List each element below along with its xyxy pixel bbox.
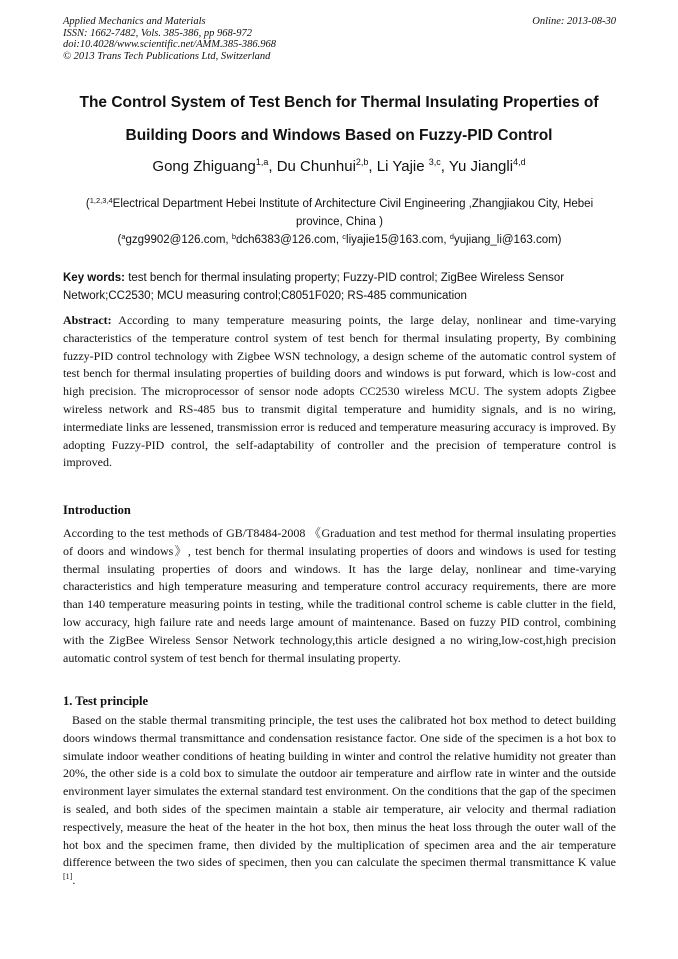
email-paren: ( <box>117 234 122 246</box>
online-date: Online: 2013-08-30 <box>532 16 616 27</box>
email-mark: b <box>231 232 236 241</box>
email-address: yujiang_li@163.com) <box>453 234 562 246</box>
author-affil-mark: 2,b <box>355 157 369 167</box>
abstract-text: According to many temperature measuring points, the large delay, nonlinear and time-varying characteristics of the temperature control system of test bench for thermal insulating property, By combining fuzzy-PID control technology with Zigbee WSN technology, a design scheme of the automatic control system of test bench for thermal insulating properties of building doors and windows is put forward, which is low-cost and high precision. The microprocessor of sensor node adopts CC2530 wireless MCU. The system adopts Zigbee wireless network and RS-485 bus to transmit digital temperature and humidity signals, and is no wiring, intermediate links are lessened, transmission error is reduced and temperature measuring accuracy is improved. By adopting Fuzzy-PID control, the self-adaptability of controller and the precision of temperature control is improved. <box>63 313 616 470</box>
email-address: gzg9902@126.com, <box>125 234 232 246</box>
citation-reference[interactable]: [1] <box>63 872 73 882</box>
abstract-label: Abstract: <box>63 313 112 327</box>
test-principle-heading: 1. Test principle <box>63 694 149 708</box>
email-mark: a <box>121 232 126 241</box>
author-affil-mark: 4,d <box>513 157 526 167</box>
author-name: Du Chunhui <box>276 158 356 175</box>
issn-line: ISSN: 1662-7482, Vols. 385-386, pp 968-972 <box>63 27 252 39</box>
doi-line: doi:10.4028/www.scientific.net/AMM.385-386.968 <box>63 39 276 50</box>
author-affil-mark: 1,a <box>255 157 269 167</box>
author-name: Gong Zhiguang <box>152 158 256 175</box>
affiliation-mark: 1,2,3,4 <box>89 196 113 205</box>
author-separator: , <box>440 158 449 175</box>
test-principle-text: Based on the stable thermal transmiting principle, the test uses the calibrated hot box method to detect building doors windows thermal transmittance and condensation resistance factor. One side of the specimen is a hot box to simulate indoor weather conditions of heating building in winter and control the relative humidity not greater than 20%, the other side is a cold box to simulate the outdoor air temperature and airflow rate in winter and the outside environment layer simulates the external standard test environment. On the conditions that the gap of the specimen is sealed, and both sides of the specimen maintain a stable air temperature, air velocity and thermal radiation respectively, measure the heat of the heater in the hot box, then minus the heat loss through the outer wall of the hot box and the specimen frame, then divided by the multiplication of specimen area and the air temperature difference between the two sides of specimen, then you can calculate the specimen thermal transmittance K value <box>63 713 616 870</box>
author-affil-mark: 3,c <box>428 157 441 167</box>
email-list <box>63 231 616 249</box>
copyright-line: © 2013 Trans Tech Publications Ltd, Switzerland <box>63 50 271 62</box>
email-mark: d <box>449 232 454 241</box>
author-separator: , <box>368 158 377 175</box>
email-address: dch6383@126.com, <box>235 234 343 246</box>
keywords-text: test bench for thermal insulating property; Fuzzy-PID control; ZigBee Wireless Sensor Network;CC2530; MCU measuring control;C8051F020; RS-485 communication <box>63 272 565 302</box>
author-separator: , <box>268 158 277 175</box>
affiliation-paren: ( <box>85 198 90 210</box>
journal-name: Applied Mechanics and Materials <box>63 16 206 27</box>
author-list <box>50 158 628 175</box>
paper-title-line-1: The Control System of Test Bench for Thermal Insulating Properties of <box>79 94 599 111</box>
author-name: Li Yajie <box>376 158 429 175</box>
affiliation-block <box>63 195 616 249</box>
email-mark: c <box>342 232 347 241</box>
keywords-paragraph <box>63 269 616 305</box>
affiliation-text: Electrical Department Hebei Institute of Architecture Civil Engineering ,Zhangjiakou City, Hebei province, China ) <box>112 198 594 228</box>
affiliation <box>63 195 616 231</box>
email-address: liyajie15@163.com, <box>346 234 450 246</box>
introduction-paragraph: According to the test methods of GB/T8484-2008 《Graduation and test method for thermal insulating properties of doors and windows》, test bench for thermal insulating properties of doors and windows is used for testing thermal insulating properties of doors and windows. It has the large delay, nonlinear and time-varying characteristics and high temperature measuring and temperature control accuracy requirements, there are more than 140 temperature measuring points in testing, while the traditional control scheme is cable clutter in the field, low accuracy, high failure rate and needs large amount of maintenance. Based on fuzzy PID control, combining with the ZigBee Wireless Sensor Network technology,this article designed a no wiring,low-cost,high precision automatic control system of test bench for thermal insulating property. <box>63 526 616 665</box>
author-name: Yu Jiangli <box>448 158 514 175</box>
keywords-label: Key words: <box>63 272 125 284</box>
abstract-paragraph <box>63 312 616 472</box>
journal-header <box>63 16 616 62</box>
paper-title-line-2: Building Doors and Windows Based on Fuzzy-PID Control <box>125 127 553 144</box>
sentence-end: . <box>72 873 76 888</box>
test-principle-paragraph <box>63 712 616 890</box>
introduction-heading: Introduction <box>63 503 131 517</box>
